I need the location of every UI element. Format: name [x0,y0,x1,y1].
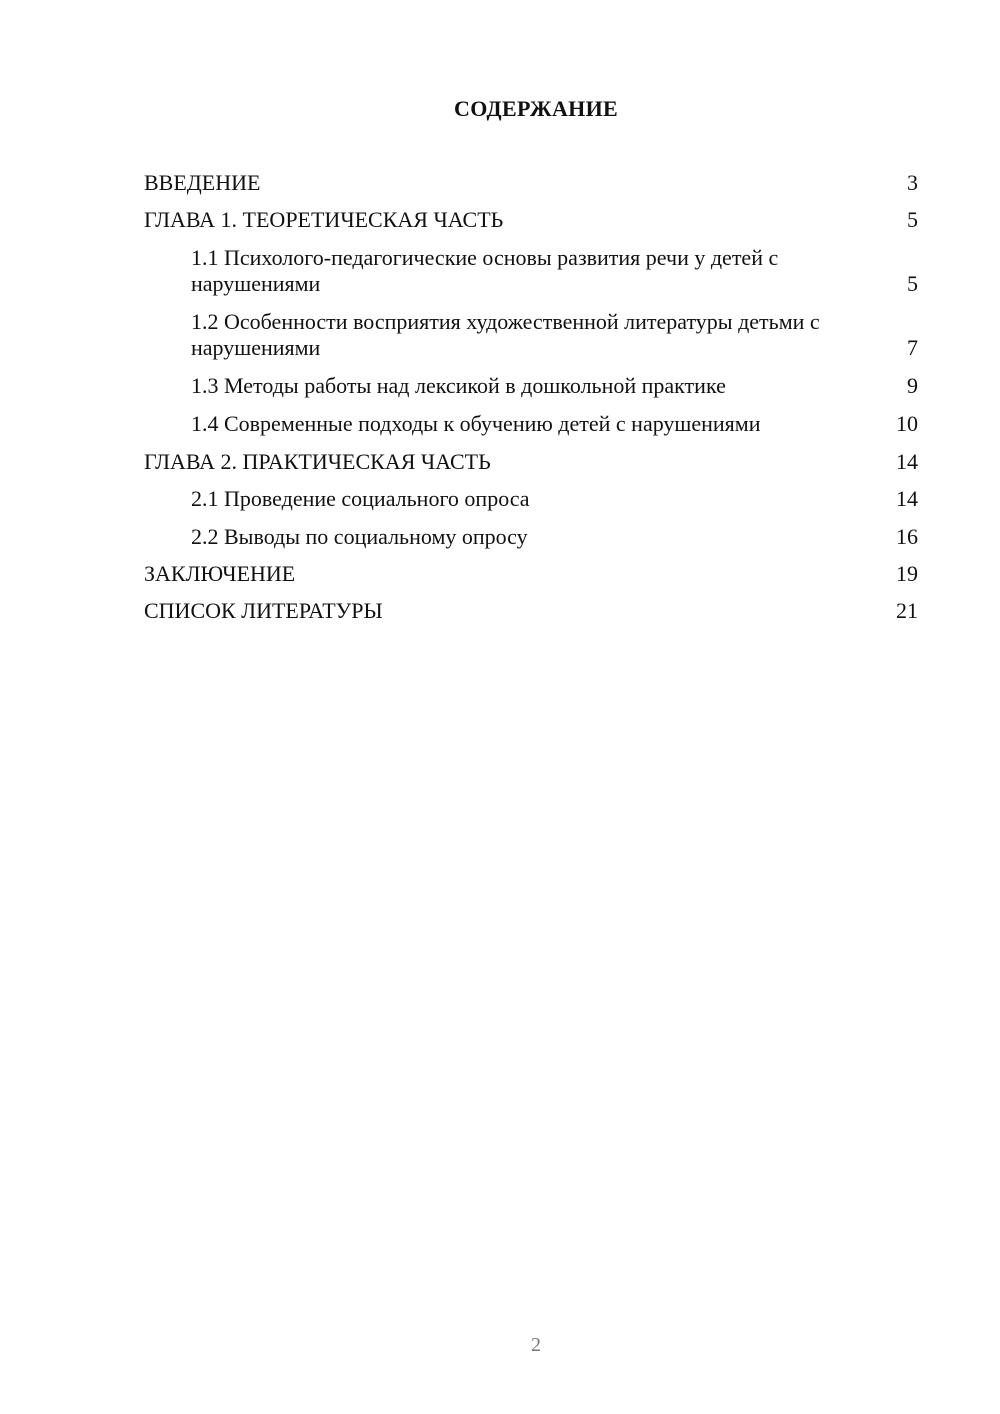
toc-entry-page: 21 [896,598,918,623]
toc-entry-text: 2.1 Проведение социального опроса [191,486,530,511]
toc-entry-section-1-4[interactable] [191,411,918,437]
toc-entry-page: 5 [907,207,918,232]
toc-entry-section-2-1[interactable] [191,486,918,512]
toc-title: СОДЕРЖАНИЕ [454,96,618,121]
toc-entry-text: 1.2 Особенности восприятия художественной литературы детьми с нарушениями [191,309,820,360]
toc-entry-text: СПИСОК ЛИТЕРАТУРЫ [144,598,383,623]
toc-entry-text: ВВЕДЕНИЕ [144,170,261,195]
toc-entry-section-1-1[interactable] [191,245,918,297]
toc-entry-page: 7 [907,335,918,360]
page-number: 2 [531,1334,541,1356]
toc-entry-text: ГЛАВА 2. ПРАКТИЧЕСКАЯ ЧАСТЬ [144,449,491,474]
toc-entry-page: 19 [896,561,918,586]
toc-entry-section-1-3[interactable] [191,373,918,399]
toc-entry-chapter-2[interactable] [144,449,918,475]
toc-entry-text: 1.1 Психолого-педагогические основы развития речи у детей с нарушениями [191,245,779,296]
toc-entry-references[interactable] [144,598,918,624]
toc-entry-page: 9 [907,373,918,398]
toc-entry-page: 3 [907,170,918,195]
toc-entry-text: ЗАКЛЮЧЕНИЕ [144,561,296,586]
toc-entry-page: 14 [896,449,918,474]
toc-entry-section-2-2[interactable] [191,524,918,550]
toc-entry-text: 1.3 Методы работы над лексикой в дошкольной практике [191,373,726,398]
toc-entry-text: 2.2 Выводы по социальному опросу [191,524,528,549]
toc-entry-text: 1.4 Современные подходы к обучению детей с нарушениями [191,411,761,436]
table-of-contents [144,170,918,624]
toc-entry-page: 5 [907,271,918,296]
toc-entry-conclusion[interactable] [144,561,918,587]
toc-entry-section-1-2[interactable] [191,309,918,361]
toc-entry-chapter-1[interactable] [144,207,918,233]
toc-entry-introduction[interactable] [144,170,918,196]
toc-entry-page: 16 [896,524,918,549]
toc-entry-page: 14 [896,486,918,511]
toc-entry-page: 10 [896,411,918,436]
toc-entry-text: ГЛАВА 1. ТЕОРЕТИЧЕСКАЯ ЧАСТЬ [144,207,504,232]
